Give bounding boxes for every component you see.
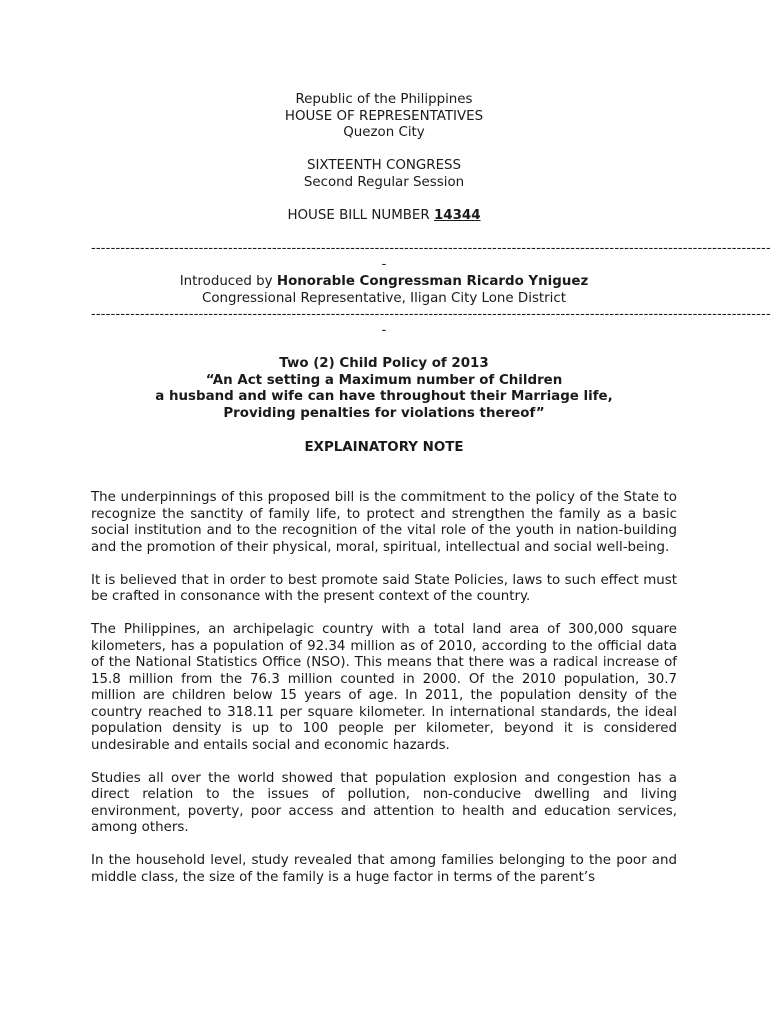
session-line: Second Regular Session: [303, 174, 465, 190]
introduced-by-line: [0, 274, 768, 291]
bill-title-line-2: “An Act setting a Maximum number of Children: [205, 372, 563, 388]
explanatory-note-heading: EXPLAINATORY NOTE: [304, 440, 464, 455]
document-header: [0, 92, 768, 142]
bill-title-line-4: Providing penalties for violations thereof”: [223, 405, 545, 421]
bill-number-line: [0, 208, 768, 225]
city-line: Quezon City: [343, 125, 425, 140]
explanatory-note-body: [91, 490, 677, 903]
paragraph: Studies all over the world showed that population explosion and congestion has a direct relation to the issues of pollution, non-conducive dwelling and living environment, poverty, poor access and attention to health and education services, among others.: [91, 770, 677, 835]
bill-title-line-1: Two (2) Child Policy of 2013: [279, 356, 489, 371]
congress-block: [0, 158, 768, 191]
paragraph: In the household level, study revealed that among families belonging to the poor and middle class, the size of the family is a huge factor in terms of the parent’s: [91, 853, 677, 885]
separator-top-tail: -: [381, 257, 387, 272]
congressman-name: Honorable Congressman Ricardo Yniguez: [276, 274, 589, 289]
introduction-block: [0, 274, 768, 307]
paragraph: It is believed that in order to best promote said State Policies, laws to such effect must be crafted in consonance with the present context of the country.: [91, 572, 677, 604]
introduced-by-prefix: Introduced by: [179, 274, 277, 289]
paragraph: The Philippines, an archipelagic country with a total land area of 300,000 square kilometers, has a population of 92.34 million as of 2010, according to the official data of the National Statistics Office (NSO). This means that there was a radical increase of 15.8 million from the 76.3 million counted in 2000. Of the 2010 population, 30.7 million are children below 15 years of age. In 2011, the population density of the country reached to 318.11 per square kilometer. In international standards, the ideal population density is up to 100 people per kilometer, beyond it is considered undesirable and entails social and economic hazards.: [91, 622, 677, 753]
representative-role: Congressional Representative, Iligan City Lone District: [201, 290, 567, 306]
house-line: HOUSE OF REPRESENTATIVES: [284, 108, 484, 124]
paragraph: The underpinnings of this proposed bill is the commitment to the policy of the State to recognize the sanctity of family life, to protect and strengthen the family as a basic social institution and to the recognition of the vital role of the youth in nation-building and the promotion of their physical, moral, spiritual, intellectual and social well-being.: [91, 490, 677, 555]
congress-line: SIXTEENTH CONGRESS: [306, 158, 462, 173]
separator-bottom: -------------------------------------------------------------------------------------------------------------------------------------------: [91, 307, 771, 322]
bill-title-line-3: a husband and wife can have throughout their Marriage life,: [155, 389, 613, 404]
bill-label: HOUSE BILL NUMBER: [287, 208, 434, 223]
separator-top: -------------------------------------------------------------------------------------------------------------------------------------------: [91, 241, 771, 256]
bill-title: [0, 356, 768, 422]
bill-number: 14344: [433, 208, 481, 223]
separator-bottom-tail: -: [381, 323, 387, 338]
republic-line: Republic of the Philippines: [295, 92, 473, 107]
